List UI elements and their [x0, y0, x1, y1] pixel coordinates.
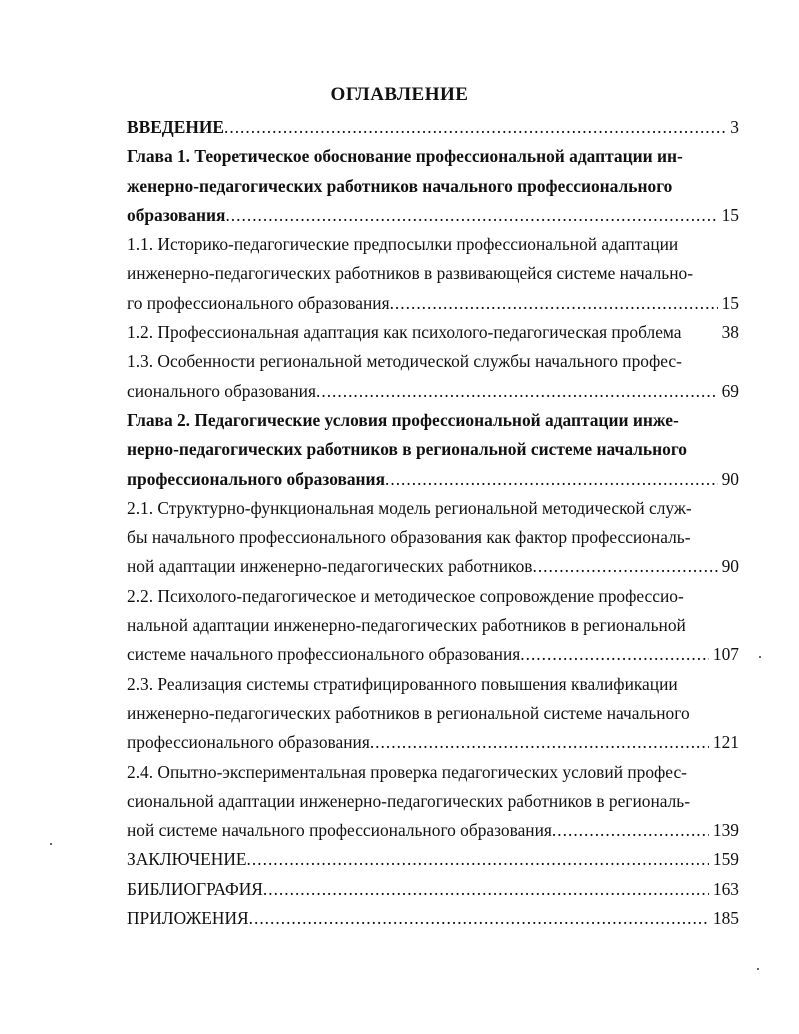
- toc-leader-dots: [247, 845, 709, 874]
- scan-speck: [759, 656, 761, 658]
- toc-entry-text: сионального образования: [127, 380, 316, 401]
- toc-entry: [127, 845, 739, 874]
- toc-entry-last-line: [127, 875, 739, 904]
- toc-entry-text: БИБЛИОГРАФИЯ: [127, 878, 263, 899]
- toc-entry-line: сиональной адаптации инженерно-педагогических работников в региональ-: [127, 790, 691, 811]
- toc-entry-line: инженерно-педагогических работников в региональной системе начального: [127, 702, 690, 723]
- toc-entry: [127, 582, 739, 670]
- toc-entry-last-line: [127, 113, 739, 142]
- toc-leader-dots: [390, 289, 718, 318]
- toc-entry: [127, 230, 739, 318]
- toc-entry: [127, 406, 739, 494]
- toc-leader-dots: [385, 465, 718, 494]
- toc-page-number: 90: [721, 468, 739, 489]
- toc-entry-text: 1.2. Профессиональная адаптация как психолого-педагогическая проблема: [127, 322, 682, 343]
- toc-page-number: 163: [712, 878, 739, 899]
- toc-entry-last-line: [127, 816, 739, 845]
- toc-leader-dots: [552, 816, 709, 845]
- toc-entry-text: ной системе начального профессионального образования: [127, 820, 552, 841]
- toc-leader-dots: [520, 640, 709, 669]
- toc-entry-last-line: [127, 845, 739, 874]
- toc-entry: [127, 494, 739, 582]
- toc-entry-line: 1.1. Историко-педагогические предпосылки профессиональной адаптации: [127, 234, 679, 255]
- toc-entry-text: профессионального образования: [127, 732, 370, 753]
- toc-page-number: 121: [712, 732, 739, 753]
- toc-entry-text: го профессионального образования: [127, 292, 390, 313]
- scan-speck: [50, 843, 52, 845]
- toc-page-number: 159: [712, 849, 739, 870]
- toc-leader-dots: [224, 113, 726, 142]
- toc-entry: [127, 318, 739, 347]
- toc-entry-line: 2.2. Психолого-педагогическое и методическое сопровождение профессио-: [127, 585, 684, 606]
- toc-entry-last-line: [127, 728, 739, 757]
- toc-entry: [127, 670, 739, 758]
- toc-entry-line: Глава 1. Теоретическое обоснование профессиональной адаптации ин-: [127, 146, 683, 167]
- toc-page-number: 15: [721, 292, 739, 313]
- page-title: ОГЛАВЛЕНИЕ: [330, 84, 469, 105]
- toc-entry-text: системе начального профессионального образования: [127, 644, 521, 665]
- toc-entry-last-line: [127, 377, 739, 406]
- toc-entry-last-line: [127, 201, 739, 230]
- toc-entry-line: 2.1. Структурно-функциональная модель региональной методической служ-: [127, 497, 692, 518]
- toc-entry-last-line: [127, 318, 739, 347]
- toc-leader-dots: [249, 904, 709, 933]
- toc-entry-line: нерно-педагогических работников в региональной системе начального: [127, 439, 687, 460]
- toc-entry-line: женерно-педагогических работников начального профессионального: [127, 175, 673, 196]
- toc-entry-text: профессионального образования: [127, 468, 385, 489]
- toc-page-number: 15: [721, 204, 739, 225]
- toc-page-number: 139: [712, 820, 739, 841]
- toc-entry-last-line: [127, 289, 739, 318]
- toc-entry-text: ВВЕДЕНИЕ: [127, 117, 225, 137]
- toc-entry-last-line: [127, 552, 739, 581]
- toc-page-number: 107: [712, 644, 739, 665]
- toc-leader-dots: [263, 875, 709, 904]
- scan-speck: [757, 968, 759, 970]
- toc-entry-text: образования: [127, 204, 226, 225]
- toc-page-number: 90: [721, 556, 739, 577]
- toc-entry-line: 2.4. Опытно-экспериментальная проверка педагогических условий профес-: [127, 761, 687, 782]
- toc-entry-last-line: [127, 640, 739, 669]
- toc-entry-line: бы начального профессионального образования как фактор профессиональ-: [127, 527, 691, 548]
- toc-entry-last-line: [127, 465, 739, 494]
- toc-leader-dots: [370, 728, 709, 757]
- toc-entry-line: инженерно-педагогических работников в развивающейся системе начально-: [127, 263, 694, 284]
- table-of-contents: [127, 113, 739, 933]
- toc-entry-text: ной адаптации инженерно-педагогических работников: [127, 556, 533, 577]
- toc-page-number: 69: [721, 380, 739, 401]
- toc-page-number: 3: [730, 117, 739, 137]
- toc-entry: [127, 904, 739, 933]
- toc-entry-text: ПРИЛОЖЕНИЯ: [127, 908, 249, 929]
- toc-leader-dots: [225, 201, 717, 230]
- toc-entry: [127, 142, 739, 230]
- toc-entry-line: Глава 2. Педагогические условия профессиональной адаптации инже-: [127, 409, 679, 430]
- toc-entry: [127, 113, 739, 142]
- toc-entry-line: 1.3. Особенности региональной методической службы начального профес-: [127, 351, 682, 372]
- toc-page-number: 38: [721, 322, 739, 343]
- toc-leader-dots: [316, 377, 718, 406]
- toc-entry: [127, 347, 739, 406]
- toc-entry: [127, 875, 739, 904]
- toc-entry-last-line: [127, 904, 739, 933]
- toc-entry-line: 2.3. Реализация системы стратифицированного повышения квалификации: [127, 673, 678, 694]
- toc-entry-line: нальной адаптации инженерно-педагогических работников в региональной: [127, 615, 686, 636]
- toc-entry: [127, 758, 739, 846]
- toc-page-number: 185: [712, 908, 739, 929]
- toc-entry-text: ЗАКЛЮЧЕНИЕ: [127, 849, 247, 870]
- toc-leader-dots: [532, 552, 717, 581]
